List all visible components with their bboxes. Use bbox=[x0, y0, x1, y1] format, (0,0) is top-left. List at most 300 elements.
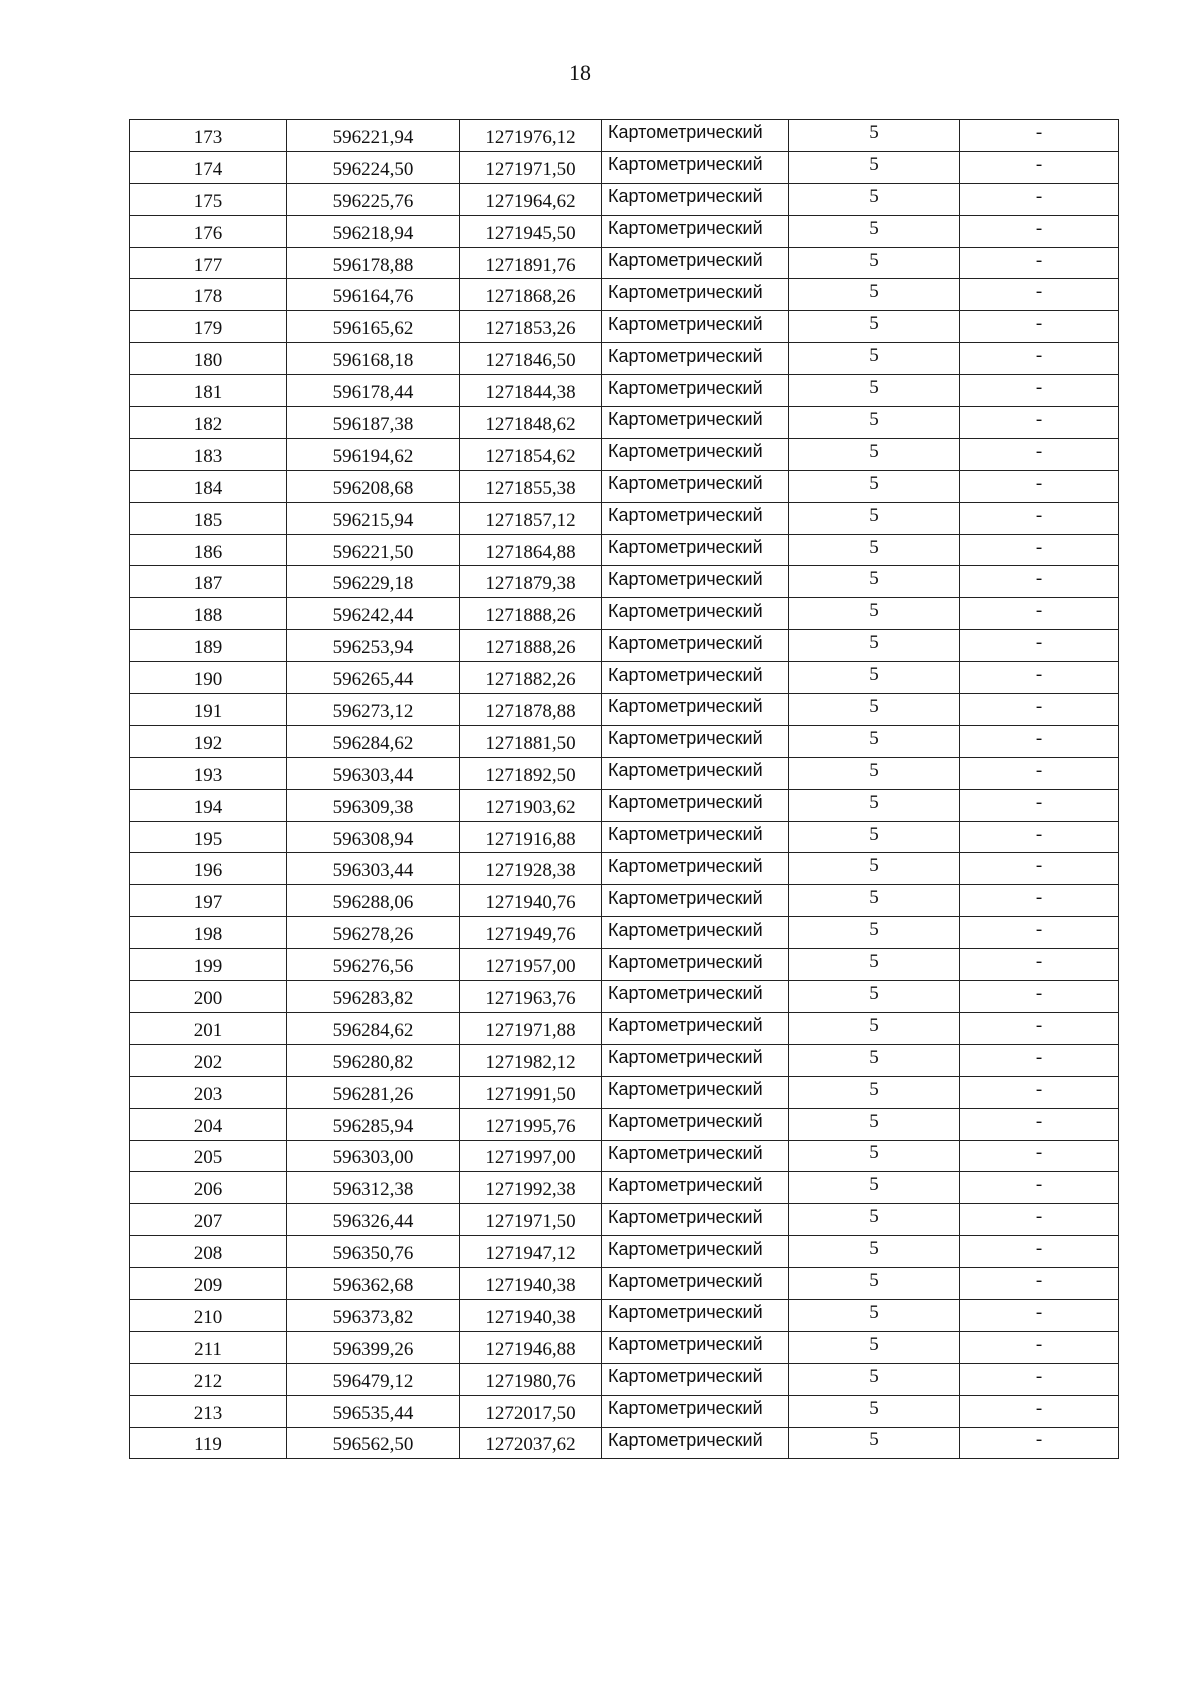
y-coordinate-cell bbox=[460, 598, 602, 630]
point-number-cell bbox=[130, 438, 287, 470]
table-row bbox=[130, 981, 1119, 1013]
accuracy-cell-text: 5 bbox=[869, 1174, 879, 1196]
y-coordinate-cell bbox=[460, 279, 602, 311]
y-coordinate-cell-text: 1272037,62 bbox=[485, 1434, 576, 1456]
point-number-cell-text: 200 bbox=[193, 987, 223, 1009]
method-cell bbox=[602, 502, 789, 534]
point-number-cell bbox=[130, 151, 287, 183]
note-cell-text: - bbox=[1035, 153, 1043, 175]
accuracy-cell-text: 5 bbox=[869, 408, 879, 430]
accuracy-cell bbox=[789, 470, 960, 502]
y-coordinate-cell bbox=[460, 1044, 602, 1076]
note-cell bbox=[960, 1204, 1119, 1236]
x-coordinate-cell-text: 596535,44 bbox=[332, 1402, 414, 1424]
y-coordinate-cell bbox=[460, 566, 602, 598]
point-number-cell-text: 201 bbox=[193, 1019, 223, 1041]
point-number-cell-text: 175 bbox=[193, 190, 223, 212]
x-coordinate-cell-text: 596178,88 bbox=[332, 254, 414, 276]
point-number-cell bbox=[130, 1363, 287, 1395]
method-cell bbox=[602, 215, 789, 247]
point-number-cell bbox=[130, 853, 287, 885]
note-cell-text: - bbox=[1035, 664, 1043, 686]
point-number-cell-text: 188 bbox=[193, 605, 223, 627]
coordinates-table bbox=[129, 119, 1119, 1459]
note-cell-text: - bbox=[1035, 887, 1043, 909]
y-coordinate-cell bbox=[460, 949, 602, 981]
table-row bbox=[130, 1299, 1119, 1331]
note-cell-text: - bbox=[1035, 632, 1043, 654]
x-coordinate-cell bbox=[287, 1108, 460, 1140]
accuracy-cell bbox=[789, 757, 960, 789]
point-number-cell-text: 185 bbox=[193, 509, 223, 531]
y-coordinate-cell bbox=[460, 502, 602, 534]
accuracy-cell-text: 5 bbox=[869, 472, 879, 494]
y-coordinate-cell bbox=[460, 725, 602, 757]
x-coordinate-cell-text: 596479,12 bbox=[332, 1370, 414, 1392]
method-cell bbox=[602, 885, 789, 917]
method-cell-text: Картометрический bbox=[608, 887, 763, 908]
method-cell bbox=[602, 917, 789, 949]
point-number-cell-text: 199 bbox=[193, 956, 223, 978]
point-number-cell-text: 204 bbox=[193, 1115, 223, 1137]
y-coordinate-cell-text: 1271892,50 bbox=[485, 764, 576, 786]
method-cell bbox=[602, 1268, 789, 1300]
note-cell bbox=[960, 949, 1119, 981]
y-coordinate-cell bbox=[460, 1331, 602, 1363]
method-cell-text: Картометрический bbox=[608, 1047, 763, 1068]
table-row bbox=[130, 917, 1119, 949]
y-coordinate-cell bbox=[460, 343, 602, 375]
method-cell-text: Картометрический bbox=[608, 250, 763, 270]
accuracy-cell bbox=[789, 311, 960, 343]
y-coordinate-cell-text: 1271992,38 bbox=[485, 1179, 576, 1201]
accuracy-cell-text: 5 bbox=[869, 313, 879, 335]
y-coordinate-cell-text: 1271853,26 bbox=[485, 318, 576, 340]
point-number-cell-text: 208 bbox=[193, 1243, 223, 1265]
accuracy-cell-text: 5 bbox=[869, 153, 879, 175]
y-coordinate-cell bbox=[460, 1363, 602, 1395]
x-coordinate-cell bbox=[287, 1331, 460, 1363]
accuracy-cell bbox=[789, 885, 960, 917]
note-cell bbox=[960, 1427, 1119, 1459]
x-coordinate-cell-text: 596225,76 bbox=[332, 190, 414, 212]
y-coordinate-cell-text: 1271982,12 bbox=[485, 1051, 576, 1073]
note-cell bbox=[960, 917, 1119, 949]
table-row bbox=[130, 757, 1119, 789]
table-row bbox=[130, 1236, 1119, 1268]
note-cell bbox=[960, 725, 1119, 757]
accuracy-cell bbox=[789, 598, 960, 630]
point-number-cell bbox=[130, 1331, 287, 1363]
note-cell-text: - bbox=[1035, 951, 1043, 973]
point-number-cell bbox=[130, 725, 287, 757]
y-coordinate-cell-text: 1271855,38 bbox=[485, 477, 576, 499]
note-cell bbox=[960, 1331, 1119, 1363]
accuracy-cell bbox=[789, 120, 960, 152]
table-row bbox=[130, 1172, 1119, 1204]
table-row bbox=[130, 662, 1119, 694]
note-cell-text: - bbox=[1035, 1365, 1043, 1387]
accuracy-cell-text: 5 bbox=[869, 1014, 879, 1036]
y-coordinate-cell bbox=[460, 438, 602, 470]
point-number-cell-text: 207 bbox=[193, 1211, 223, 1233]
method-cell-text: Картометрический bbox=[608, 696, 763, 717]
y-coordinate-cell bbox=[460, 1012, 602, 1044]
table-row bbox=[130, 789, 1119, 821]
x-coordinate-cell bbox=[287, 1204, 460, 1236]
accuracy-cell-text: 5 bbox=[869, 249, 879, 271]
x-coordinate-cell-text: 596284,62 bbox=[332, 732, 414, 754]
note-cell-text: - bbox=[1035, 249, 1043, 271]
point-number-cell-text: 209 bbox=[193, 1275, 223, 1296]
method-cell-text: Картометрический bbox=[608, 792, 763, 813]
method-cell-text: Картометрический bbox=[608, 1238, 763, 1259]
table-row bbox=[130, 502, 1119, 534]
point-number-cell bbox=[130, 311, 287, 343]
x-coordinate-cell bbox=[287, 1044, 460, 1076]
x-coordinate-cell-text: 596309,38 bbox=[332, 796, 414, 818]
table-row bbox=[130, 534, 1119, 566]
accuracy-cell-text: 5 bbox=[869, 1333, 879, 1355]
y-coordinate-cell bbox=[460, 821, 602, 853]
point-number-cell bbox=[130, 343, 287, 375]
x-coordinate-cell-text: 596178,44 bbox=[332, 382, 414, 404]
note-cell bbox=[960, 183, 1119, 215]
x-coordinate-cell-text: 596280,82 bbox=[332, 1051, 414, 1073]
point-number-cell-text: 196 bbox=[193, 860, 223, 882]
point-number-cell bbox=[130, 630, 287, 662]
point-number-cell bbox=[130, 215, 287, 247]
accuracy-cell-text: 5 bbox=[869, 568, 879, 590]
y-coordinate-cell bbox=[460, 1395, 602, 1427]
y-coordinate-cell-text: 1271945,50 bbox=[485, 222, 576, 244]
note-cell bbox=[960, 1140, 1119, 1172]
x-coordinate-cell bbox=[287, 247, 460, 279]
accuracy-cell bbox=[789, 694, 960, 726]
method-cell-text: Картометрический bbox=[608, 537, 763, 558]
note-cell-text: - bbox=[1035, 185, 1043, 207]
point-number-cell-text: 186 bbox=[193, 541, 223, 563]
accuracy-cell bbox=[789, 1427, 960, 1459]
table-row bbox=[130, 1331, 1119, 1363]
method-cell-text: Картометрический bbox=[608, 186, 763, 207]
point-number-cell-text: 190 bbox=[193, 669, 223, 691]
accuracy-cell-text: 5 bbox=[869, 791, 879, 813]
accuracy-cell bbox=[789, 1076, 960, 1108]
method-cell bbox=[602, 1299, 789, 1331]
accuracy-cell-text: 5 bbox=[869, 1301, 879, 1323]
point-number-cell bbox=[130, 1427, 287, 1459]
x-coordinate-cell bbox=[287, 311, 460, 343]
accuracy-cell bbox=[789, 566, 960, 598]
x-coordinate-cell-text: 596221,94 bbox=[332, 126, 414, 148]
point-number-cell bbox=[130, 566, 287, 598]
note-cell-text: - bbox=[1035, 472, 1043, 494]
note-cell-text: - bbox=[1035, 1110, 1043, 1132]
x-coordinate-cell bbox=[287, 694, 460, 726]
table-row bbox=[130, 311, 1119, 343]
method-cell bbox=[602, 662, 789, 694]
accuracy-cell bbox=[789, 279, 960, 311]
y-coordinate-cell bbox=[460, 183, 602, 215]
point-number-cell bbox=[130, 1204, 287, 1236]
x-coordinate-cell bbox=[287, 789, 460, 821]
note-cell-text: - bbox=[1035, 1046, 1043, 1068]
method-cell bbox=[602, 343, 789, 375]
point-number-cell-text: 212 bbox=[193, 1370, 223, 1392]
x-coordinate-cell-text: 596278,26 bbox=[332, 924, 414, 946]
accuracy-cell-text: 5 bbox=[869, 1365, 879, 1387]
note-cell-text: - bbox=[1035, 1174, 1043, 1196]
x-coordinate-cell bbox=[287, 470, 460, 502]
y-coordinate-cell bbox=[460, 853, 602, 885]
accuracy-cell bbox=[789, 1268, 960, 1300]
method-cell-text: Картометрический bbox=[608, 1174, 763, 1195]
x-coordinate-cell bbox=[287, 1395, 460, 1427]
note-cell-text: - bbox=[1035, 1238, 1043, 1260]
note-cell bbox=[960, 438, 1119, 470]
accuracy-cell bbox=[789, 1172, 960, 1204]
y-coordinate-cell bbox=[460, 885, 602, 917]
note-cell bbox=[960, 247, 1119, 279]
y-coordinate-cell-text: 1271976,12 bbox=[485, 126, 576, 148]
accuracy-cell bbox=[789, 1108, 960, 1140]
y-coordinate-cell-text: 1271854,62 bbox=[485, 445, 576, 467]
table-row bbox=[130, 630, 1119, 662]
point-number-cell-text: 194 bbox=[193, 796, 223, 818]
point-number-cell-text: 205 bbox=[193, 1147, 223, 1169]
accuracy-cell-text: 5 bbox=[869, 632, 879, 654]
method-cell bbox=[602, 821, 789, 853]
y-coordinate-cell bbox=[460, 630, 602, 662]
y-coordinate-cell bbox=[460, 1268, 602, 1300]
accuracy-cell bbox=[789, 502, 960, 534]
method-cell bbox=[602, 1044, 789, 1076]
point-number-cell bbox=[130, 375, 287, 407]
accuracy-cell bbox=[789, 183, 960, 215]
y-coordinate-cell-text: 1271881,50 bbox=[485, 732, 576, 754]
note-cell-text: - bbox=[1035, 1270, 1043, 1291]
y-coordinate-cell-text: 1271868,26 bbox=[485, 286, 576, 308]
method-cell bbox=[602, 311, 789, 343]
point-number-cell-text: 206 bbox=[193, 1179, 223, 1201]
method-cell bbox=[602, 598, 789, 630]
method-cell-text: Картометрический bbox=[608, 473, 763, 494]
y-coordinate-cell bbox=[460, 1427, 602, 1459]
accuracy-cell-text: 5 bbox=[869, 919, 879, 941]
method-cell bbox=[602, 853, 789, 885]
method-cell bbox=[602, 1012, 789, 1044]
x-coordinate-cell bbox=[287, 1172, 460, 1204]
accuracy-cell-text: 5 bbox=[869, 823, 879, 845]
point-number-cell bbox=[130, 789, 287, 821]
table-row bbox=[130, 215, 1119, 247]
method-cell bbox=[602, 1236, 789, 1268]
y-coordinate-cell-text: 1271848,62 bbox=[485, 413, 576, 435]
accuracy-cell-text: 5 bbox=[869, 1270, 879, 1291]
y-coordinate-cell-text: 1271971,50 bbox=[485, 158, 576, 180]
accuracy-cell-text: 5 bbox=[869, 1046, 879, 1068]
page-number: 18 bbox=[569, 60, 591, 85]
note-cell bbox=[960, 694, 1119, 726]
method-cell bbox=[602, 470, 789, 502]
note-cell-text: - bbox=[1035, 727, 1043, 749]
method-cell-text: Картометрический bbox=[608, 1206, 763, 1227]
note-cell-text: - bbox=[1035, 345, 1043, 367]
accuracy-cell-text: 5 bbox=[869, 1206, 879, 1228]
x-coordinate-cell-text: 596265,44 bbox=[332, 669, 414, 691]
note-cell-text: - bbox=[1035, 536, 1043, 558]
y-coordinate-cell-text: 1271888,26 bbox=[485, 637, 576, 659]
note-cell bbox=[960, 1268, 1119, 1300]
x-coordinate-cell bbox=[287, 1012, 460, 1044]
point-number-cell-text: 213 bbox=[193, 1402, 223, 1424]
x-coordinate-cell-text: 596350,76 bbox=[332, 1243, 414, 1265]
point-number-cell-text: 181 bbox=[193, 382, 223, 404]
point-number-cell-text: 178 bbox=[193, 286, 223, 308]
y-coordinate-cell-text: 1272017,50 bbox=[485, 1402, 576, 1424]
x-coordinate-cell-text: 596164,76 bbox=[332, 286, 414, 308]
y-coordinate-cell bbox=[460, 662, 602, 694]
note-cell-text: - bbox=[1035, 600, 1043, 622]
table-row bbox=[130, 566, 1119, 598]
table-row bbox=[130, 1204, 1119, 1236]
accuracy-cell-text: 5 bbox=[869, 727, 879, 749]
table-row bbox=[130, 438, 1119, 470]
method-cell bbox=[602, 694, 789, 726]
y-coordinate-cell bbox=[460, 1172, 602, 1204]
method-cell-text: Картометрический bbox=[608, 1366, 763, 1387]
note-cell bbox=[960, 120, 1119, 152]
note-cell bbox=[960, 566, 1119, 598]
method-cell bbox=[602, 789, 789, 821]
point-number-cell bbox=[130, 279, 287, 311]
point-number-cell-text: 173 bbox=[193, 126, 223, 148]
x-coordinate-cell-text: 596312,38 bbox=[332, 1179, 414, 1201]
accuracy-cell bbox=[789, 1363, 960, 1395]
method-cell bbox=[602, 757, 789, 789]
y-coordinate-cell-text: 1271891,76 bbox=[485, 254, 576, 276]
x-coordinate-cell-text: 596242,44 bbox=[332, 605, 414, 627]
table-row bbox=[130, 1268, 1119, 1300]
method-cell-text: Картометрический bbox=[608, 154, 763, 175]
method-cell bbox=[602, 1395, 789, 1427]
note-cell bbox=[960, 981, 1119, 1013]
table-row bbox=[130, 375, 1119, 407]
point-number-cell-text: 195 bbox=[193, 828, 223, 850]
note-cell bbox=[960, 885, 1119, 917]
x-coordinate-cell-text: 596273,12 bbox=[332, 700, 414, 722]
y-coordinate-cell-text: 1271947,12 bbox=[485, 1243, 576, 1265]
y-coordinate-cell-text: 1271957,00 bbox=[485, 956, 576, 978]
y-coordinate-cell bbox=[460, 1140, 602, 1172]
y-coordinate-cell bbox=[460, 534, 602, 566]
point-number-cell bbox=[130, 662, 287, 694]
x-coordinate-cell bbox=[287, 1363, 460, 1395]
point-number-cell-text: 179 bbox=[193, 318, 223, 340]
x-coordinate-cell-text: 596562,50 bbox=[332, 1434, 414, 1456]
y-coordinate-cell bbox=[460, 1204, 602, 1236]
method-cell-text: Картометрический bbox=[608, 377, 763, 398]
point-number-cell bbox=[130, 407, 287, 439]
note-cell-text: - bbox=[1035, 504, 1043, 526]
x-coordinate-cell bbox=[287, 215, 460, 247]
note-cell bbox=[960, 1395, 1119, 1427]
point-number-cell bbox=[130, 1172, 287, 1204]
y-coordinate-cell-text: 1271864,88 bbox=[485, 541, 576, 563]
note-cell bbox=[960, 1012, 1119, 1044]
method-cell bbox=[602, 981, 789, 1013]
accuracy-cell-text: 5 bbox=[869, 345, 879, 367]
accuracy-cell bbox=[789, 375, 960, 407]
point-number-cell bbox=[130, 598, 287, 630]
y-coordinate-cell-text: 1271857,12 bbox=[485, 509, 576, 531]
point-number-cell bbox=[130, 981, 287, 1013]
note-cell bbox=[960, 821, 1119, 853]
method-cell bbox=[602, 1172, 789, 1204]
x-coordinate-cell bbox=[287, 279, 460, 311]
point-number-cell bbox=[130, 1140, 287, 1172]
point-number-cell-text: 202 bbox=[193, 1051, 223, 1073]
y-coordinate-cell bbox=[460, 981, 602, 1013]
method-cell-text: Картометрический bbox=[608, 760, 763, 781]
note-cell-text: - bbox=[1035, 217, 1043, 239]
accuracy-cell bbox=[789, 1331, 960, 1363]
x-coordinate-cell-text: 596168,18 bbox=[332, 350, 414, 372]
method-cell-text: Картометрический bbox=[608, 568, 763, 589]
point-number-cell bbox=[130, 247, 287, 279]
x-coordinate-cell bbox=[287, 1236, 460, 1268]
accuracy-cell bbox=[789, 1140, 960, 1172]
method-cell-text: Картометрический bbox=[608, 1270, 763, 1291]
accuracy-cell-text: 5 bbox=[869, 1110, 879, 1132]
note-cell bbox=[960, 1076, 1119, 1108]
accuracy-cell bbox=[789, 725, 960, 757]
table-row bbox=[130, 598, 1119, 630]
method-cell-text: Картометрический bbox=[608, 855, 763, 876]
table-row bbox=[130, 247, 1119, 279]
point-number-cell bbox=[130, 1012, 287, 1044]
note-cell bbox=[960, 534, 1119, 566]
table-row bbox=[130, 694, 1119, 726]
y-coordinate-cell bbox=[460, 757, 602, 789]
note-cell bbox=[960, 375, 1119, 407]
y-coordinate-cell-text: 1271903,62 bbox=[485, 796, 576, 818]
method-cell bbox=[602, 949, 789, 981]
y-coordinate-cell bbox=[460, 1299, 602, 1331]
y-coordinate-cell-text: 1271844,38 bbox=[485, 382, 576, 404]
point-number-cell-text: 184 bbox=[193, 477, 223, 499]
x-coordinate-cell-text: 596276,56 bbox=[332, 956, 414, 978]
method-cell-text: Картометрический bbox=[608, 1429, 763, 1450]
y-coordinate-cell bbox=[460, 407, 602, 439]
accuracy-cell bbox=[789, 438, 960, 470]
x-coordinate-cell-text: 596362,68 bbox=[332, 1275, 414, 1296]
point-number-cell-text: 192 bbox=[193, 732, 223, 754]
accuracy-cell-text: 5 bbox=[869, 281, 879, 303]
method-cell bbox=[602, 407, 789, 439]
method-cell bbox=[602, 534, 789, 566]
x-coordinate-cell bbox=[287, 949, 460, 981]
x-coordinate-cell-text: 596308,94 bbox=[332, 828, 414, 850]
x-coordinate-cell-text: 596285,94 bbox=[332, 1115, 414, 1137]
table-row bbox=[130, 407, 1119, 439]
note-cell bbox=[960, 343, 1119, 375]
x-coordinate-cell-text: 596281,26 bbox=[332, 1083, 414, 1105]
accuracy-cell bbox=[789, 662, 960, 694]
note-cell bbox=[960, 311, 1119, 343]
point-number-cell-text: 182 bbox=[193, 413, 223, 435]
